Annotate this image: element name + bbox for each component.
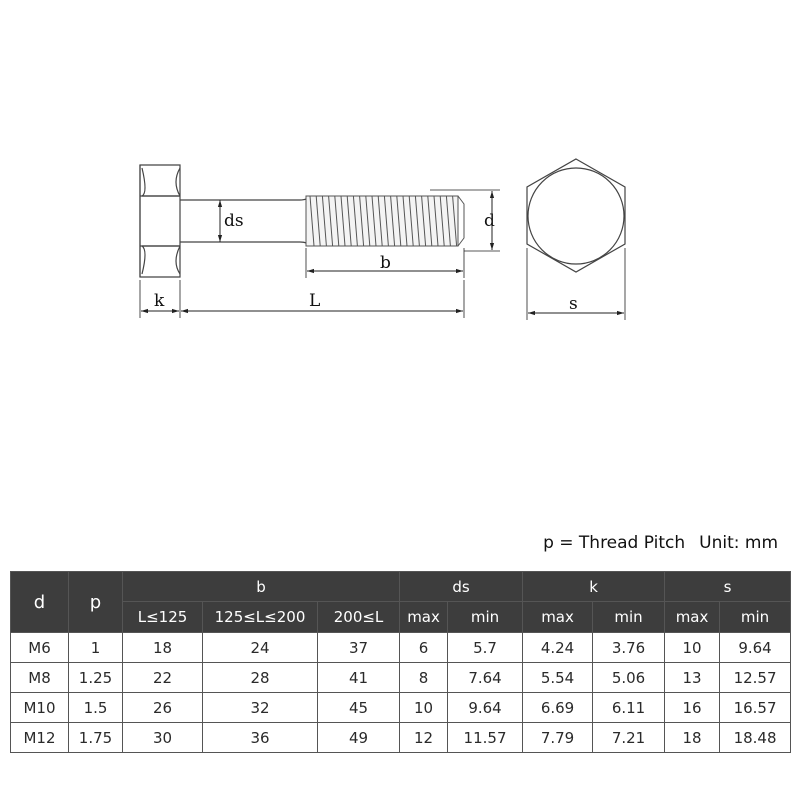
table-cell: 7.21 xyxy=(593,723,665,753)
bolt-shank xyxy=(180,196,308,246)
header-s-max: max xyxy=(665,602,720,633)
bolt-thread xyxy=(306,196,464,246)
table-cell: 11.57 xyxy=(448,723,523,753)
header-k-max: max xyxy=(523,602,593,633)
table-cell: 9.64 xyxy=(720,633,791,663)
svg-text:d: d xyxy=(484,211,495,231)
header-ds: ds xyxy=(400,572,523,602)
header-ds-min: min xyxy=(448,602,523,633)
table-cell: 13 xyxy=(665,663,720,693)
table-cell: 3.76 xyxy=(593,633,665,663)
legend-unit: Unit: mm xyxy=(699,533,778,553)
svg-text:b: b xyxy=(380,253,391,273)
header-ds-max: max xyxy=(400,602,448,633)
table-cell: 26 xyxy=(123,693,203,723)
header-p: p xyxy=(69,572,123,633)
table-cell: 1.25 xyxy=(69,663,123,693)
header-s-min: min xyxy=(720,602,791,633)
header-s: s xyxy=(665,572,791,602)
table-cell: 16.57 xyxy=(720,693,791,723)
svg-text:ds: ds xyxy=(224,211,244,231)
table-row xyxy=(11,633,791,663)
dim-b xyxy=(306,248,464,278)
table-cell: 18 xyxy=(123,633,203,663)
table-cell: 7.79 xyxy=(523,723,593,753)
table-cell: 22 xyxy=(123,663,203,693)
dim-ds xyxy=(220,200,244,242)
legend-pitch: p = Thread Pitch xyxy=(543,533,686,553)
header-b-sub: 125≤L≤200 xyxy=(203,602,318,633)
table-cell: 37 xyxy=(318,633,400,663)
table-cell: 7.64 xyxy=(448,663,523,693)
table-cell: 1.5 xyxy=(69,693,123,723)
header-k: k xyxy=(523,572,665,602)
table-cell: 6.11 xyxy=(593,693,665,723)
header-b-sub: L≤125 xyxy=(123,602,203,633)
svg-text:L: L xyxy=(309,291,321,311)
header-b: b xyxy=(123,572,400,602)
table-row xyxy=(11,663,791,693)
table-cell: 30 xyxy=(123,723,203,753)
table-cell: M12 xyxy=(11,723,69,753)
legend xyxy=(529,533,778,553)
svg-text:s: s xyxy=(569,294,578,314)
table-cell: 1 xyxy=(69,633,123,663)
table-cell: 9.64 xyxy=(448,693,523,723)
table-cell: M10 xyxy=(11,693,69,723)
table-cell: M8 xyxy=(11,663,69,693)
table-cell: 36 xyxy=(203,723,318,753)
table-cell: 12.57 xyxy=(720,663,791,693)
table-cell: 4.24 xyxy=(523,633,593,663)
table-cell: 6 xyxy=(400,633,448,663)
table-cell: 41 xyxy=(318,663,400,693)
table-cell: 10 xyxy=(665,633,720,663)
header-d: d xyxy=(11,572,69,633)
table-cell: 6.69 xyxy=(523,693,593,723)
table-cell: 8 xyxy=(400,663,448,693)
table-cell: 49 xyxy=(318,723,400,753)
hex-head-end-view xyxy=(527,159,625,272)
table-cell: 32 xyxy=(203,693,318,723)
svg-text:k: k xyxy=(154,291,165,311)
table-cell: 18.48 xyxy=(720,723,791,753)
dim-s xyxy=(527,248,625,320)
table-cell: 45 xyxy=(318,693,400,723)
table-cell: 16 xyxy=(665,693,720,723)
spec-table xyxy=(10,571,791,753)
table-cell: 10 xyxy=(400,693,448,723)
header-k-min: min xyxy=(593,602,665,633)
table-row xyxy=(11,693,791,723)
table-cell: M6 xyxy=(11,633,69,663)
table-cell: 24 xyxy=(203,633,318,663)
header-b-sub: 200≤L xyxy=(318,602,400,633)
table-cell: 28 xyxy=(203,663,318,693)
table-cell: 12 xyxy=(400,723,448,753)
table-cell: 5.06 xyxy=(593,663,665,693)
bolt-head xyxy=(140,165,180,277)
dim-L xyxy=(181,280,464,318)
table-cell: 5.7 xyxy=(448,633,523,663)
table-cell: 5.54 xyxy=(523,663,593,693)
dim-k xyxy=(140,280,180,318)
bolt-technical-drawing xyxy=(0,0,800,360)
table-cell: 1.75 xyxy=(69,723,123,753)
table-cell: 18 xyxy=(665,723,720,753)
table-row xyxy=(11,723,791,753)
